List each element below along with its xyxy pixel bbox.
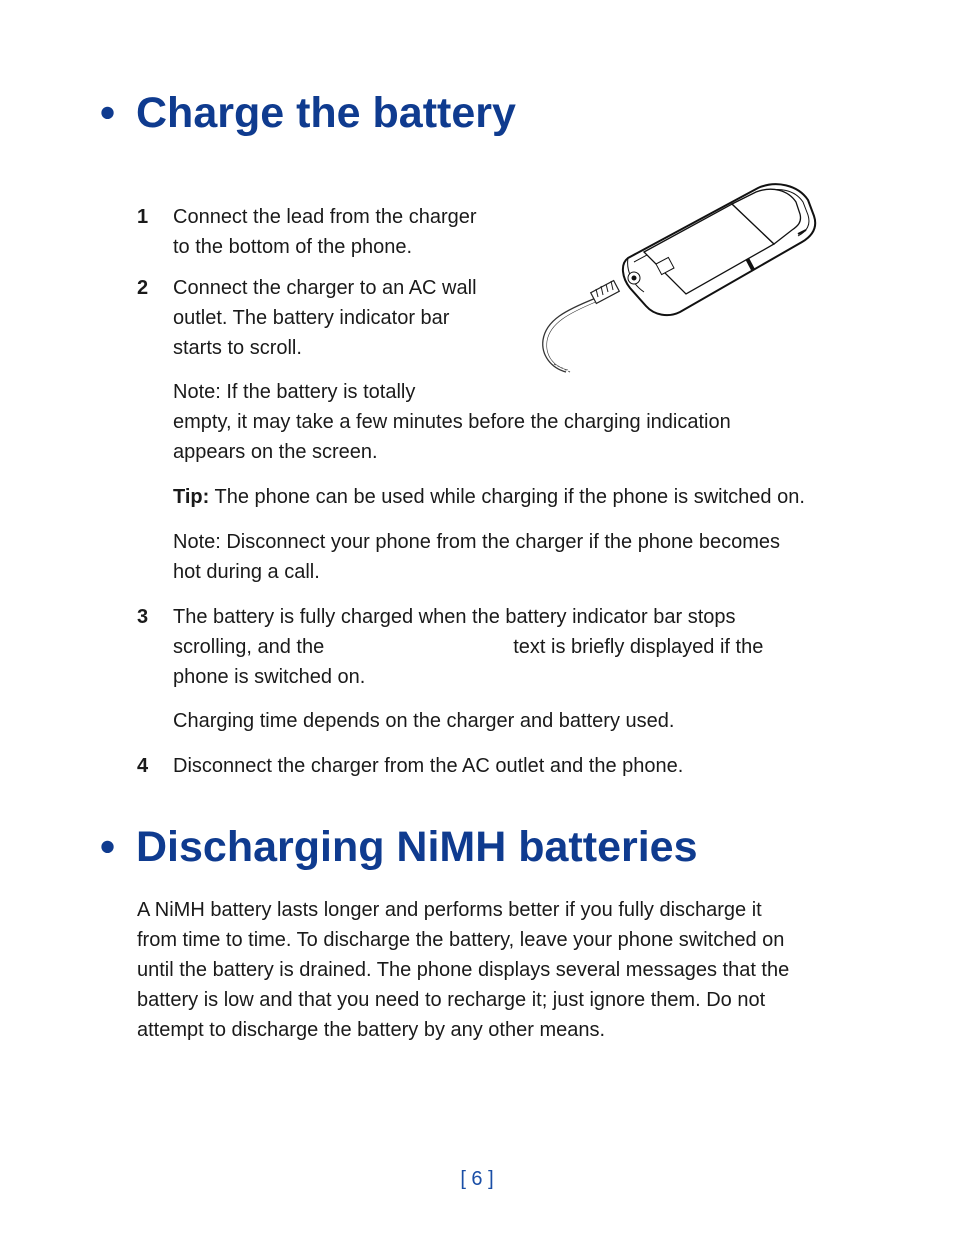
section-heading-discharging <box>100 822 698 872</box>
tip-text: The phone can be used while charging if the phone is switched on. <box>209 486 805 508</box>
step-3-fragment: text is briefly displayed if the <box>513 636 764 658</box>
step-number-3: 3 <box>137 606 149 628</box>
step-1-line: Connect the lead from the charger <box>173 206 477 228</box>
step-2-line: outlet. The battery indicator bar <box>173 307 450 329</box>
heading-text: Discharging NiMH batteries <box>136 823 698 871</box>
note-line: appears on the screen. <box>173 441 378 463</box>
tip-label: Tip: <box>173 486 210 508</box>
note-line: Note: Disconnect your phone from the charger if the phone becomes <box>173 531 781 553</box>
note-empty-battery <box>173 377 731 467</box>
heading-bullet: • <box>100 823 116 871</box>
step-4-text: Disconnect the charger from the AC outlet and the phone. <box>173 755 684 777</box>
note-disconnect <box>173 527 780 587</box>
section-heading-charge <box>100 88 516 138</box>
heading-bullet: • <box>100 89 116 137</box>
phone-charger-illustration <box>536 180 821 380</box>
step-2-text <box>173 273 477 363</box>
heading-text: Charge the battery <box>136 89 516 137</box>
paragraph-line: battery is low and that you need to recharge it; just ignore them. Do not <box>137 989 766 1011</box>
paragraph-line: until the battery is drained. The phone displays several messages that the <box>137 959 790 981</box>
paragraph-line: from time to time. To discharge the battery, leave your phone switched on <box>137 929 785 951</box>
step-number-4: 4 <box>137 755 149 777</box>
note-line: empty, it may take a few minutes before the charging indication <box>173 411 731 433</box>
step-number-2: 2 <box>137 277 149 299</box>
paragraph-line: A NiMH battery lasts longer and performs better if you fully discharge it <box>137 899 762 921</box>
note-line: Note: If the battery is totally <box>173 381 416 403</box>
discharging-paragraph <box>137 895 789 1045</box>
step-3-line <box>173 632 763 662</box>
step-number-1: 1 <box>137 206 149 228</box>
step-1-text <box>173 202 477 262</box>
paragraph-line: attempt to discharge the battery by any other means. <box>137 1019 606 1041</box>
step-3-text <box>173 602 763 692</box>
step-2-line: Connect the charger to an AC wall <box>173 277 477 299</box>
step-3-line: The battery is fully charged when the battery indicator bar stops <box>173 606 736 628</box>
tip-paragraph <box>173 482 805 512</box>
step-2-line: starts to scroll. <box>173 337 302 359</box>
charging-time-text: Charging time depends on the charger and battery used. <box>173 710 675 732</box>
step-3-line: phone is switched on. <box>173 666 366 688</box>
step-1-line: to the bottom of the phone. <box>173 236 413 258</box>
note-line: hot during a call. <box>173 561 320 583</box>
step-3-fragment: scrolling, and the <box>173 636 325 658</box>
page-number: [ 6 ] <box>460 1168 494 1190</box>
